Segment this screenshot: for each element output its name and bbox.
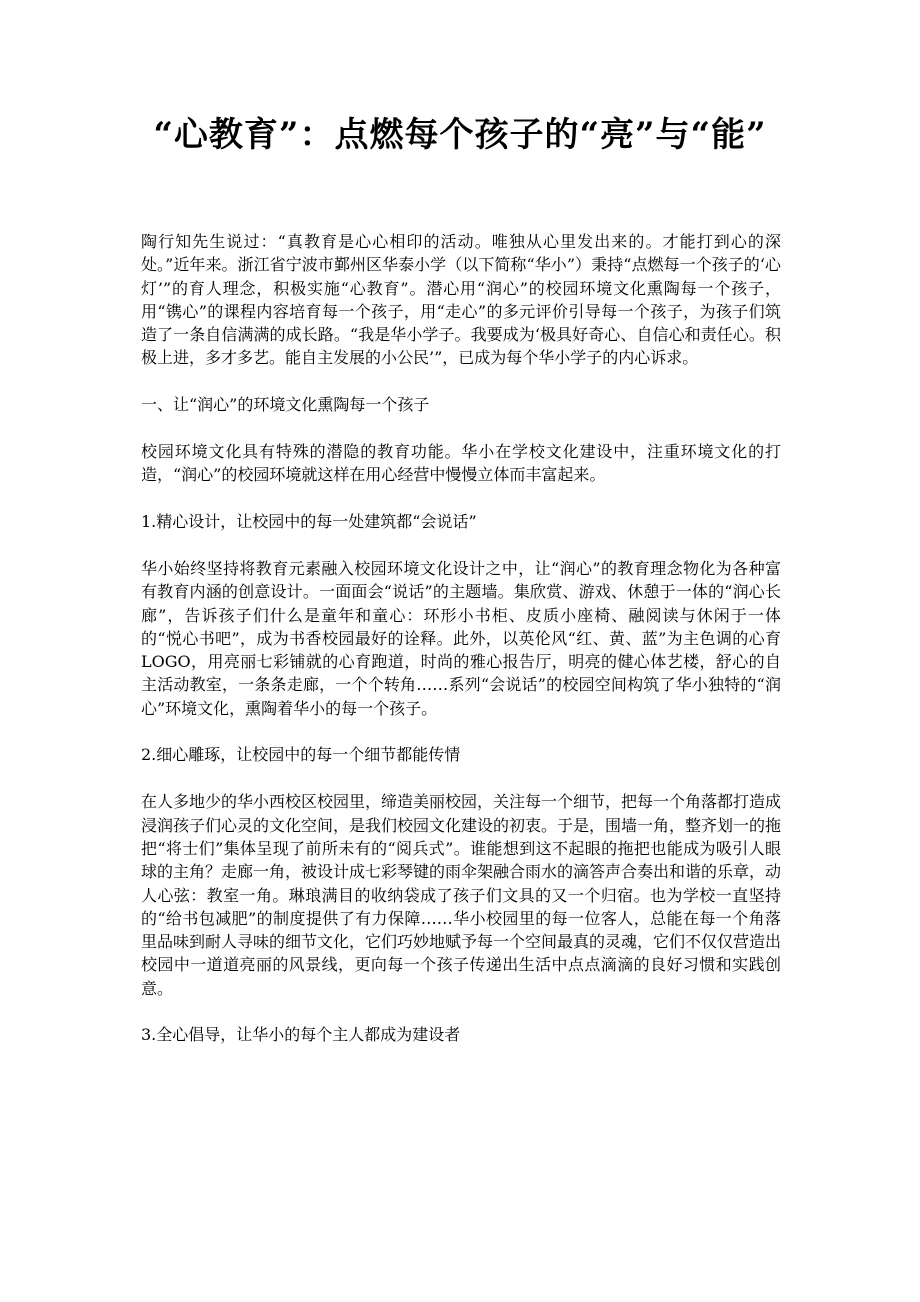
subheading-1-1: 1.精心设计，让校园中的每一处建筑都“会说话” <box>141 511 477 531</box>
subheading-1-2: 2.细心雕琢，让校园中的每一个细节都能传情 <box>141 745 461 765</box>
section-heading-1: 一、让“润心”的环境文化熏陶每一个孩子 <box>141 394 430 414</box>
intro-paragraph: 陶行知先生说过：“真教育是心心相印的活动。唯独从心里发出来的。才能打到心的深处。”近年来。浙江省宁波市鄞州区华泰小学（以下简称“华小”）秉持“点燃每一个孩子的‘心灯’”的育人理念，积极实施“心教育”。潜心用“润心”的校园环境文化熏陶每一个孩子，用“镌心”的课程内容培育每一个孩子，用“走心”的多元评价引导每一个孩子，为孩子们筑造了一条自信满满的成长路。“我是华小学子。我要成为‘极具好奇心、自信心和责任心。积极上进，多才多艺。能自主发展的小公民’”，已成为每个华小学子的内心诉求。 <box>141 232 781 368</box>
subheading-1-3: 3.全心倡导，让华小的每个主人都成为建设者 <box>141 1025 461 1045</box>
document-title: “心教育”：点燃每个孩子的“亮”与“能” <box>153 115 767 155</box>
section-1-paragraph: 校园环境文化具有特殊的潜隐的教育功能。华小在学校文化建设中，注重环境文化的打造，“润心”的校园环境就这样在用心经营中慢慢立体而丰富起来。 <box>141 442 781 485</box>
subsection-1-2-paragraph: 在人多地少的华小西校区校园里，缔造美丽校园，关注每一个细节，把每一个角落都打造成浸润孩子们心灵的文化空间，是我们校园文化建设的初衷。于是，围墙一角，整齐划一的拖把“将士们”集体呈现了前所未有的“阅兵式”。谁能想到这不起眼的拖把也能成为吸引人眼球的主角？走廊一角，被设计成七彩琴键的雨伞架融合雨水的滴答声合奏出和谐的乐章，动人心弦：教室一角。琳琅满目的收纳袋成了孩子们文具的又一个归宿。也为学校一直坚持的“给书包减肥”的制度提供了有力保障……华小校园里的每一位客人，总能在每一个角落里品味到耐人寻味的细节文化，它们巧妙地赋予每一个空间最真的灵魂，它们不仅仅营造出校园中一道道亮丽的风景线，更向每一个孩子传递出生活中点点滴滴的良好习惯和实践创意。 <box>141 792 782 998</box>
document-body <box>141 230 781 1070</box>
subsection-1-1-paragraph: 华小始终坚持将教育元素融入校园环境文化设计之中，让“润心”的教育理念物化为各种富有教育内涵的创意设计。一面面会“说话”的主题墙。集欣赏、游戏、休憩于一体的“润心长廊”，告诉孩子们什么是童年和童心：环形小书柜、皮质小座椅、融阅读与休闲于一体的“悦心书吧”，成为书香校园最好的诠释。此外，以英伦风“红、黄、蓝”为主色调的心育LOGO，用亮丽七彩铺就的心育跑道，时尚的雅心报告厅，明亮的健心体艺楼，舒心的自主活动教室，一条条走廊，一个个转角……系列“会说话”的校园空间构筑了华小独特的“润心”环境文化，熏陶着华小的每一个孩子。 <box>141 558 781 718</box>
